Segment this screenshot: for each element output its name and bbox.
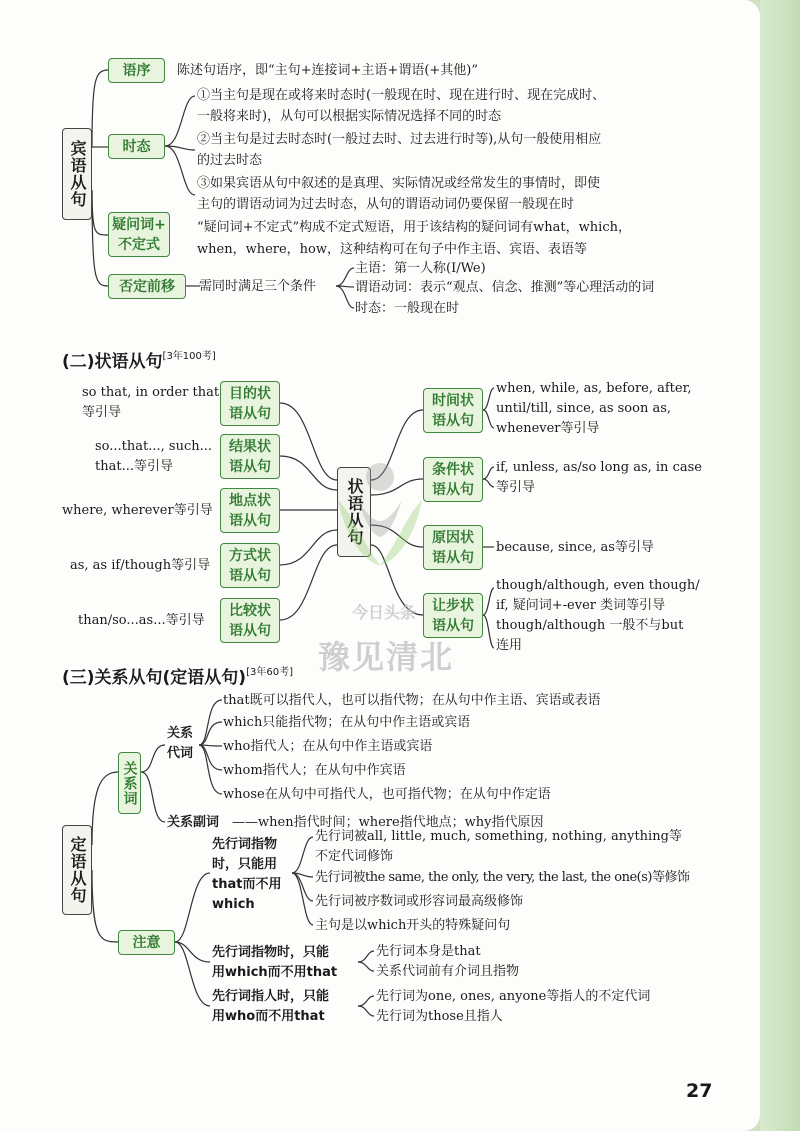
tense-line-3: ②当主句是过去时态时(一般过去时、过去进行时等),从句一般使用相应	[197, 132, 602, 147]
time-label-2: 语从句	[432, 412, 474, 429]
time-desc-1: when, while, as, before, after,	[496, 381, 692, 396]
pronoun-item-1: that既可以指代人，也可以指代物；在从句中作主语、宾语或表语	[223, 693, 601, 708]
tense-line-4: 的过去时态	[197, 153, 263, 168]
result-label-2: 语从句	[229, 458, 271, 475]
purpose-desc-2: 等引导	[82, 405, 122, 420]
concession-desc-3: though/although 一般不与but	[496, 618, 684, 633]
word-order-node: 语序	[108, 58, 165, 83]
note-3-head-1: 先行词指人时，只能	[212, 989, 330, 1004]
relative-title-text: (三)关系从句(定语从句)	[62, 668, 247, 688]
pronoun-item-5: whose在从句中可指代人，也可指代物；在从句中作定语	[223, 787, 551, 802]
tense-node: 时态	[108, 134, 165, 159]
adverbial-title-text: (二)状语从句	[62, 352, 163, 372]
note-group-1-head	[212, 835, 281, 915]
time-label-1: 时间状	[432, 392, 474, 409]
cause-label-2: 语从句	[432, 549, 474, 566]
adverbial-section-title	[62, 347, 216, 372]
condition-desc-2: 等引导	[496, 480, 536, 495]
concession-desc-2: if, 疑问词+-ever 类词等引导	[496, 598, 666, 613]
note-1-item-4: 先行词被序数词或形容词最高级修饰	[315, 894, 524, 909]
condition-3: 时态：一般现在时	[355, 301, 460, 316]
manner-label-2: 语从句	[229, 567, 271, 584]
manner-label-1: 方式状	[229, 547, 271, 564]
tense-line-2: 一般将来时)，从句可以根据实际情况选择不同的时态	[197, 109, 502, 124]
comparison-clause-node	[220, 598, 280, 643]
relative-frequency: [3年60考]	[246, 667, 293, 678]
wh-infinitive-line-2: when，where，how，这种结构可在句子中作主语、宾语、表语等	[197, 242, 587, 257]
condition-1: 主语：第一人称(I/We)	[355, 261, 486, 276]
note-1-head-3: that而不用	[212, 877, 282, 892]
relative-pronoun-label-1: 关系	[167, 726, 194, 741]
purpose-clause-node	[220, 381, 280, 426]
note-2-item-2: 关系代词前有介词且指物	[376, 964, 520, 979]
tense-line-1: ①当主句是现在或将来时态时(一般现在时、现在进行时、现在完成时、	[197, 88, 606, 103]
note-1-item-5: 主句是以which开头的特殊疑问句	[315, 918, 511, 933]
time-desc-3: whenever等引导	[496, 421, 600, 436]
manner-clause-node	[220, 543, 280, 588]
relative-words-node: 关系词	[118, 752, 141, 814]
note-1-item-3: 先行词被the same, the only, the very, the last, the one(s)等修饰	[315, 870, 690, 885]
place-label-2: 语从句	[229, 512, 271, 529]
tense-line-5: ③如果宾语从句中叙述的是真理、实际情况或经常发生的事情时，即使	[197, 176, 601, 191]
note-2-head-2: 用which而不用that	[212, 965, 338, 980]
relative-adverb-text: ——when指代时间；where指代地点；why指代原因	[232, 815, 544, 830]
note-1-head-4: which	[212, 897, 255, 912]
relative-section-title	[62, 663, 293, 688]
purpose-desc-1: so that, in order that	[82, 385, 220, 400]
manner-desc: as, as if/though等引导	[70, 558, 211, 573]
comparison-label-1: 比较状	[229, 602, 271, 619]
note-2-head-1: 先行词指物时，只能	[212, 945, 330, 960]
note-1-item-1: 先行词被all, little, much, something, nothing, anything等	[315, 829, 682, 844]
result-desc-1: so...that..., such...	[95, 439, 212, 454]
note-1-head-1: 先行词指物	[212, 837, 278, 852]
negative-transfer-lead: 需同时满足三个条件	[199, 279, 317, 294]
note-3-head-2: 用who而不用that	[212, 1009, 325, 1024]
comparison-label-2: 语从句	[229, 622, 271, 639]
condition-2: 谓语动词：表示“观点、信念、推测”等心理活动的词	[355, 280, 655, 295]
time-desc-2: until/till, since, as soon as,	[496, 401, 672, 416]
wh-infinitive-label-1: 疑问词+	[112, 216, 166, 233]
concession-desc-4: 连用	[496, 638, 523, 653]
note-3-item-1: 先行词为one, ones, anyone等指人的不定代词	[376, 989, 651, 1004]
place-desc: where, wherever等引导	[62, 503, 213, 518]
wh-infinitive-node	[108, 212, 170, 257]
watermark-line-1: 今日头条	[352, 603, 417, 622]
note-1-head-2: 时，只能用	[212, 857, 278, 872]
page-edge-tab	[760, 0, 800, 1131]
concession-label-1: 让步状	[432, 597, 474, 614]
time-clause-node	[423, 388, 483, 433]
watermark-logo-icon	[318, 455, 438, 575]
purpose-label-1: 目的状	[229, 385, 271, 402]
result-clause-node	[220, 434, 280, 479]
place-label-1: 地点状	[229, 492, 271, 509]
cause-label-1: 原因状	[432, 529, 474, 546]
condition-label-1: 条件状	[432, 461, 474, 478]
note-group-3-head	[212, 987, 329, 1027]
page-number: 27	[686, 1080, 713, 1102]
adverbial-frequency: [3年100考]	[162, 351, 216, 362]
adverbial-root: 状语从句	[337, 467, 371, 557]
negative-transfer-node: 否定前移	[108, 274, 186, 299]
note-3-item-2: 先行词为those且指人	[376, 1009, 503, 1024]
relative-pronoun-label-2: 代词	[167, 746, 194, 761]
pronoun-item-3: who指代人；在从句中作主语或宾语	[223, 739, 433, 754]
attributive-root: 定语从句	[62, 825, 92, 915]
note-1-item-2: 不定代词修饰	[315, 849, 394, 864]
comparison-desc: than/so...as...等引导	[78, 613, 205, 628]
concession-label-2: 语从句	[432, 617, 474, 634]
notes-node: 注意	[118, 930, 175, 955]
note-2-item-1: 先行词本身是that	[376, 944, 481, 959]
object-clause-root: 宾语从句	[62, 128, 92, 220]
purpose-label-2: 语从句	[229, 405, 271, 422]
result-desc-2: that...等引导	[95, 459, 173, 474]
tense-line-6: 主句的谓语动词为过去时态，从句的谓语动词仍要保留一般现在时	[197, 197, 575, 212]
note-group-2-head	[212, 943, 337, 983]
relative-adverb-label: 关系副词	[167, 815, 220, 830]
word-order-text: 陈述句语序，即“主句+连接词+主语+谓语(+其他)”	[177, 63, 479, 78]
place-clause-node	[220, 488, 280, 533]
condition-desc-1: if, unless, as/so long as, in case	[496, 460, 702, 475]
wh-infinitive-line-1: “疑问词+不定式”构成不定式短语，用于该结构的疑问词有what，which，	[197, 220, 631, 235]
cause-desc: because, since, as等引导	[496, 540, 654, 555]
wh-infinitive-label-2: 不定式	[118, 236, 160, 253]
pronoun-item-4: whom指代人；在从句中作宾语	[223, 763, 406, 778]
result-label-1: 结果状	[229, 438, 271, 455]
watermark-line-2: 豫见清北	[318, 638, 455, 676]
pronoun-item-2: which只能指代物；在从句中作主语或宾语	[223, 715, 471, 730]
relative-pronoun-label	[167, 724, 193, 764]
condition-label-2: 语从句	[432, 481, 474, 498]
concession-desc-1: though/although, even though/	[496, 578, 700, 593]
